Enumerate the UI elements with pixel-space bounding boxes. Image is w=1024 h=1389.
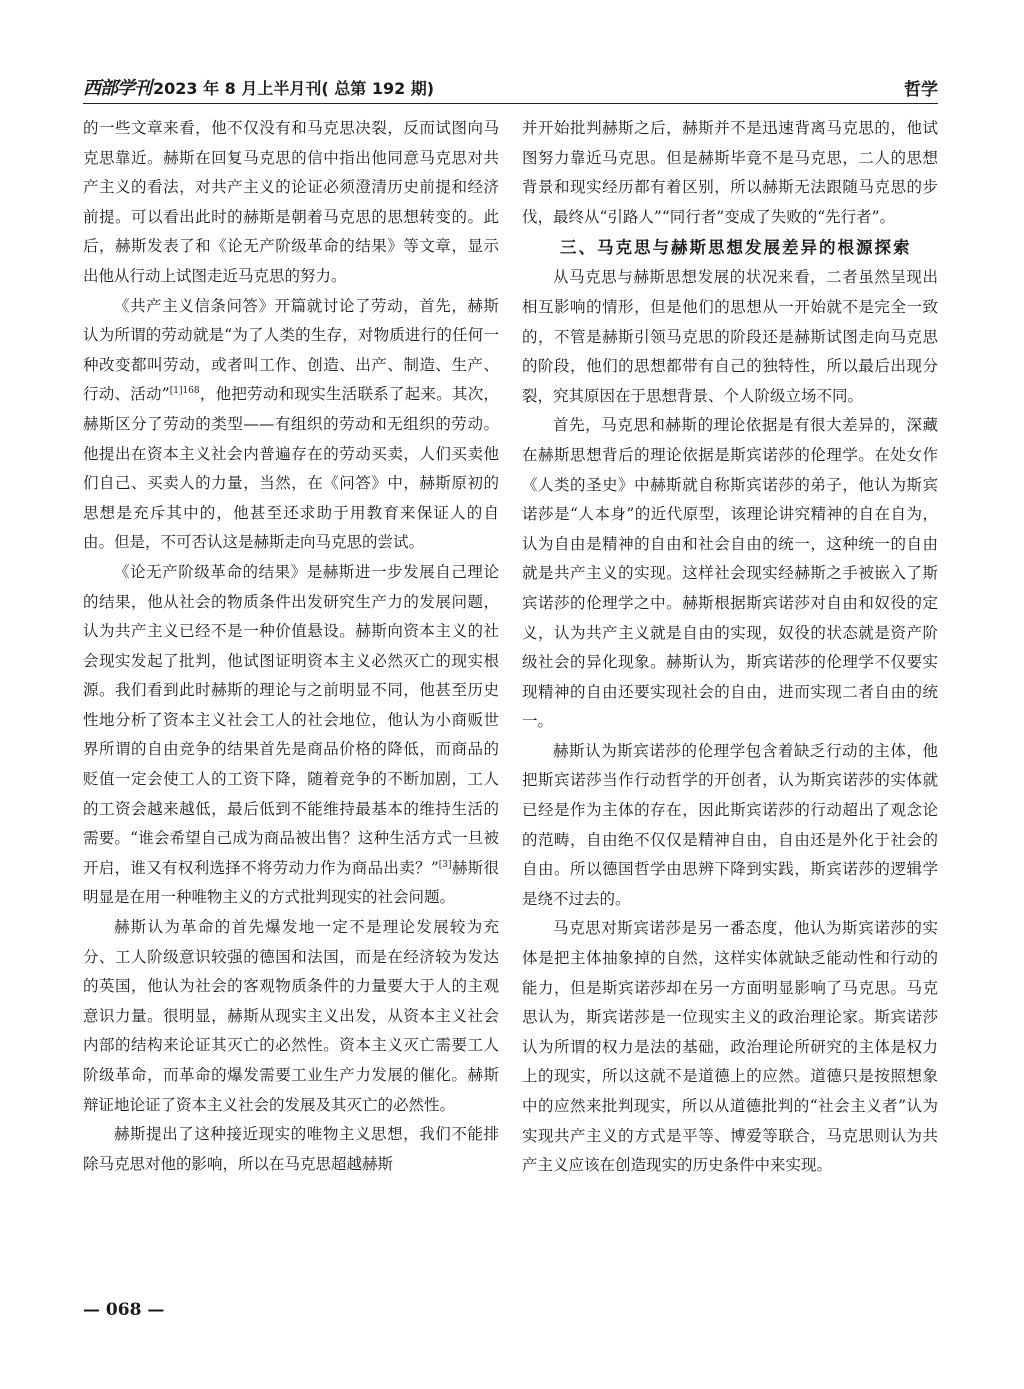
page-number: — 068 — bbox=[83, 1300, 165, 1320]
left-column bbox=[83, 114, 499, 1179]
right-column bbox=[522, 114, 938, 1181]
text-run: ，他把劳动和现实生活联系了起来。其次，赫斯区分了劳动的类型——有组织的劳动和无组织的劳动。他提出在资本主义社会内普遍存在的劳动买卖，人们买卖他们自己、买卖人的力量，当然，在《问答》中，赫斯原初的思想是充斥其中的，他甚至还求助于用教育来保证人的自由。但是，不可否认这是赫斯走向马克思的尝试。 bbox=[83, 385, 499, 552]
journal-logo: 西部学刊 bbox=[83, 78, 151, 99]
citation: [1]168 bbox=[169, 386, 200, 397]
text-run: 《共产主义信条问答》开篇就讨论了劳动，首先，赫斯认为所谓的劳动就是“为了人类的生存，对物质进行的任何一种改变都叫劳动，或者叫工作、创造、出产、制造、生产、行动、活动” bbox=[83, 296, 499, 404]
paragraph: 首先，马克思和赫斯的理论依据是有很大差异的，深藏在赫斯思想背后的理论依据是斯宾诺莎的伦理学。在处女作《人类的圣史》中赫斯就自称斯宾诺莎的弟子，他认为斯宾诺莎是“人本身”的近代原型，该理论讲究精神的自在自为，认为自由是精神的自由和社会自由的统一，这种统一的自由就是共产主义的实现。这样社会现实经赫斯之手被嵌入了斯宾诺莎的伦理学之中。赫斯根据斯宾诺莎对自由和奴役的定义，认为共产主义就是自由的实现，奴役的状态就是资产阶级社会的异化现象。赫斯认为，斯宾诺莎的伦理学不仅要实现精神的自由还要实现社会的自由，进而实现二者自由的统一。 bbox=[522, 416, 938, 731]
paragraph: 并开始批判赫斯之后，赫斯并不是迅速背离马克思的，他试图努力靠近马克思。但是赫斯毕竟不是马克思，二人的思想背景和现实经历都有着区别，所以赫斯无法跟随马克思的步伐，最终从“引路人”“同行者”变成了失败的“先行者”。 bbox=[522, 119, 938, 226]
paragraph: 的一些文章来看，他不仅没有和马克思决裂，反而试图向马克思靠近。赫斯在回复马克思的信中指出他同意马克思对共产主义的看法，对共产主义的论证必须澄清历史前提和经济前提。可以看出此时的赫斯是朝着马克思的思想转变的。此后，赫斯发表了和《论无产阶级革命的结果》等文章，显示出他从行动上试图走近马克思的努力。 bbox=[83, 119, 499, 285]
header-left bbox=[83, 74, 434, 100]
section-tag: 哲学 bbox=[904, 79, 938, 100]
paragraph: 赫斯认为革命的首先爆发地一定不是理论发展较为充分、工人阶级意识较强的德国和法国，而是在经济较为发达的英国，他认为社会的客观物质条件的力量要大于人的主观意识力量。很明显，赫斯从现实主义出发，从资本主义社会内部的结构来论证其灭亡的必然性。资本主义灭亡需要工人阶级革命，而革命的爆发需要工业生产力发展的催化。赫斯辩证地论证了资本主义社会的发展及其灭亡的必然性。 bbox=[83, 918, 499, 1114]
running-header bbox=[83, 72, 938, 102]
paragraph bbox=[83, 558, 499, 913]
section-heading: 三、马克思与赫斯思想发展差异的根源探索 bbox=[559, 238, 912, 258]
citation: [3] bbox=[438, 859, 452, 870]
header-rule bbox=[83, 103, 938, 104]
paragraph bbox=[83, 292, 499, 558]
text-run: 《论无产阶级革命的结果》是赫斯进一步发展自己理论的结果，他从社会的物质条件出发研究生产力的发展问题，认为共产主义已经不是一种价值悬设。赫斯向资本主义的社会现实发起了批判，他试图证明资本主义必然灭亡的现实根源。我们看到此时赫斯的理论与之前明显不同，他甚至历史性地分析了资本主义社会工人的社会地位，他认为小商贩世界所谓的自由竞争的结果首先是商品价格的降低，而商品的贬值一定会使工人的工资下降，随着竞争的不断加剧，工人的工资会越来越低，最后低到不能维持最基本的维持生活的需要。“谁会希望自己成为商品被出售？这种生活方式一旦被开启，谁又有权利选择不将劳动力作为商品出卖？” bbox=[83, 562, 499, 877]
paragraph: 从马克思与赫斯思想发展的状况来看，二者虽然呈现出相互影响的情形，但是他们的思想从一开始就不是完全一致的，不管是赫斯引领马克思的阶段还是赫斯试图走向马克思的阶段，他们的思想都带有自己的独特性，所以最后出现分裂，究其原因在于思想背景、个人阶级立场不同。 bbox=[522, 268, 938, 405]
issue-info: 2023 年 8 月上半月刊( 总第 192 期) bbox=[153, 78, 435, 98]
paragraph: 马克思对斯宾诺莎是另一番态度，他认为斯宾诺莎的实体是把主体抽象掉的自然，这样实体就缺乏能动性和行动的能力，但是斯宾诺莎却在另一方面明显影响了马克思。马克思认为，斯宾诺莎是一位现实主义的政治理论家。斯宾诺莎认为所谓的权力是法的基础，政治理论所研究的主体是权力上的现实，所以这就不是道德上的应然。道德只是按照想象中的应然来批判现实，所以从道德批判的“社会主义者”认为实现共产主义的方式是平等、博爱等联合，马克思则认为共产主义应该在创造现实的历史条件中来实现。 bbox=[522, 919, 938, 1175]
text-run: 赫斯很明显是在用一种唯物主义的方式批判现实的社会问题。 bbox=[83, 858, 499, 907]
paragraph: 赫斯提出了这种接近现实的唯物主义思想，我们不能排除马克思对他的影响，所以在马克思超越赫斯 bbox=[83, 1125, 499, 1173]
paragraph: 赫斯认为斯宾诺莎的伦理学包含着缺乏行动的主体，他把斯宾诺莎当作行动哲学的开创者，认为斯宾诺莎的实体就已经是作为主体的存在，因此斯宾诺莎的行动超出了观念论的范畴，自由绝不仅仅是精神自由，自由还是外化于社会的自由。所以德国哲学由思辨下降到实践，斯宾诺莎的逻辑学是绕不过去的。 bbox=[522, 741, 938, 908]
